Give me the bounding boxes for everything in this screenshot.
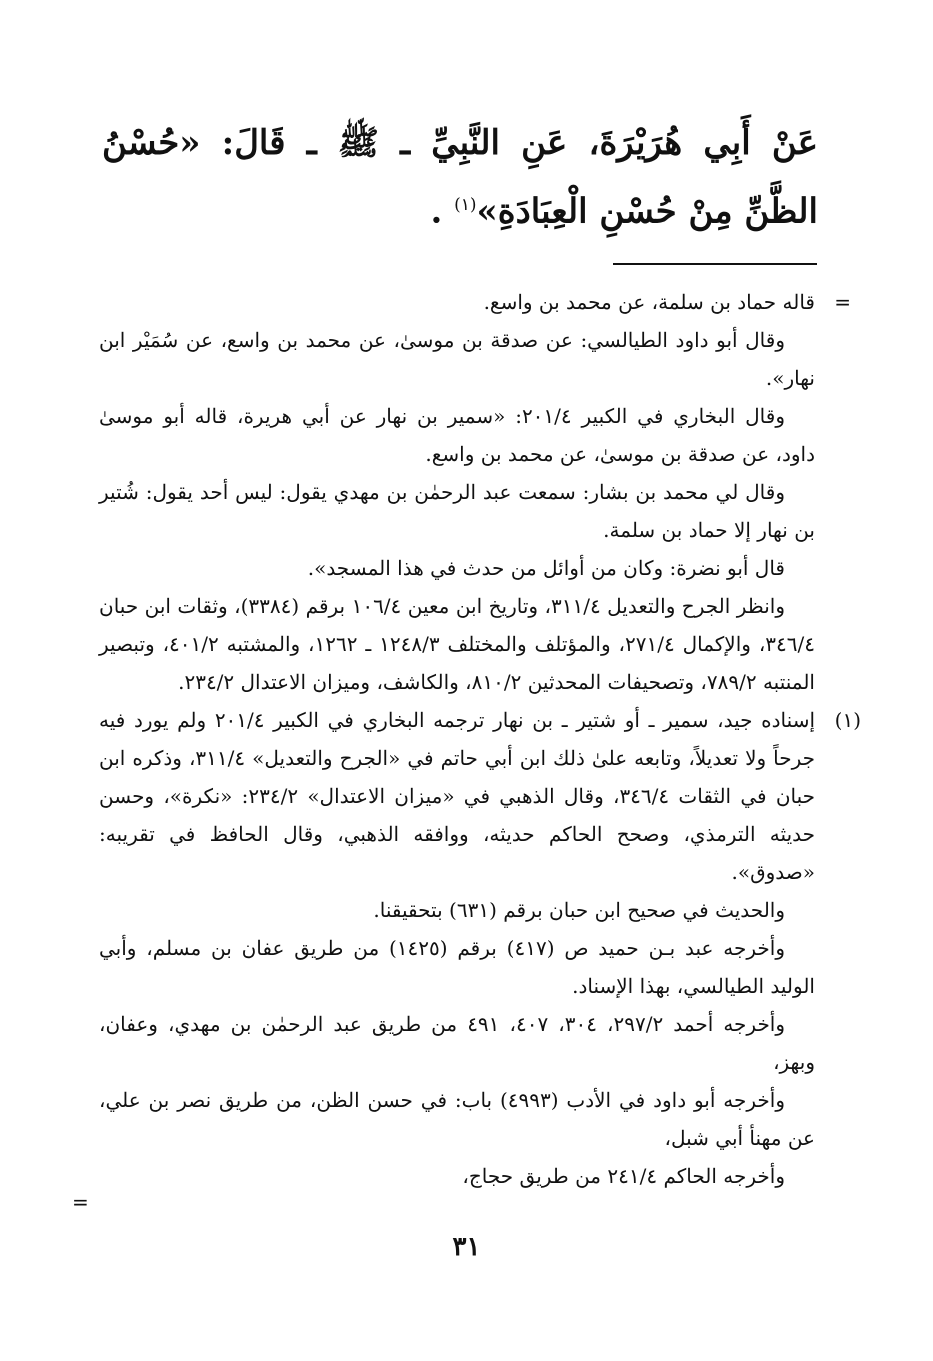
- footnote-paragraph: وأخرجه أحمد ٢٩٧/٢، ٣٠٤، ٤٠٧، ٤٩١ من طريق عبد الرحمٰن بن مهدي، وعفان، وبهز،: [99, 1012, 815, 1074]
- footnotes-section: [99, 283, 861, 1195]
- note-paragraph: وانظر الجرح والتعديل ٣١١/٤، وتاريخ ابن معين ١٠٦/٤ برقم (٣٣٨٤)، وثقات ابن حبان ٣٤٦/٤، والإكمال ٢٧١/٤، والمؤتلف والمختلف ١٢٤٨/٣ ـ ١٢٦٢، والمشتبه ٤٠١/٢، وتبصير المنتبه ٧٨٩/٢، وتصحيفات المحدثين ٨١٠/٢، والكاشف، وميزان الاعتدال ٢٣٤/٢.: [99, 594, 815, 694]
- footnote-divider: [613, 263, 817, 265]
- footnote-paragraph: وأخرجه عبد بـن حميد ص (٤١٧) برقم (١٤٢٥) من طريق عفان بن مسلم، وأبي الوليد الطيالسي، بهذا الإسناد.: [99, 936, 815, 998]
- footnote-number: (١): [834, 708, 861, 732]
- note-paragraph: وقال البخاري في الكبير ٢٠١/٤: «سمير بن نهار عن أبي هريرة، قاله أبو موسىٰ داود، عن صدقة بن موسىٰ، عن محمد بن واسع.: [99, 404, 815, 466]
- note-paragraph: وقال لي محمد بن بشار: سمعت عبد الرحمٰن بن مهدي يقول: ليس أحد يقول: شُتير بن نهار إلا حماد بن سلمة.: [99, 480, 815, 542]
- hadith-text: [102, 112, 818, 242]
- footnote-reference: (١): [454, 195, 477, 215]
- hadith-end: .: [430, 191, 455, 232]
- note-paragraph: = قاله حماد بن سلمة، عن محمد بن واسع.: [99, 283, 815, 321]
- note-paragraph: وقال أبو داود الطيالسي: عن صدقة بن موسىٰ، عن محمد بن واسع، عن سُمَيْر ابن نهار».: [99, 328, 815, 390]
- footnote-paragraph: وأخرجه الحاكم ٢٤١/٤ من طريق حجاج،: [462, 1164, 785, 1188]
- note-paragraph: قال أبو نضرة: وكان من أوائل من حدث في هذا المسجد».: [307, 556, 785, 580]
- footnote-paragraph: (١) إسناده جيد، سمير ـ أو شتير ـ بن نهار ترجمه البخاري في الكبير ٢٠١/٤ ولم يورد فيه جرحاً ولا تعديلاً، وتابعه علىٰ ذلك ابن أبي حاتم في «الجرح والتعديل» ٣١١/٤، وذكره ابن حبان في الثقات ٣٤٦/٤، وقال الذهبي في «ميزان الاعتدال» ٢٣٤/٢: «نكرة»، وحسن حديثه الترمذي، وصحح الحاكم حديثه، ووافقه الذهبي، وقال الحافظ في تقريبه: «صدوق».: [99, 701, 815, 891]
- continuation-mark: =: [834, 290, 851, 314]
- footnote-paragraph: وأخرجه أبو داود في الأدب (٤٩٩٣) باب: في حسن الظن، من طريق نصر بن علي، عن مهنأ أبي شبل،: [99, 1088, 815, 1150]
- footnote-paragraph: والحديث في صحيح ابن حبان برقم (٦٣١) بتحقيقنا.: [373, 898, 785, 922]
- hadith-body: عَنْ أَبِي هُرَيْرَةَ، عَنِ النَّبِيِّ ـ ﷺ ـ قَالَ: «حُسْنُ الظَّنِّ مِنْ حُسْنِ الْعِبَادَةِ»: [102, 123, 818, 232]
- page-number: ٣١: [452, 1232, 481, 1262]
- continuation-mark-end: =: [72, 1190, 89, 1214]
